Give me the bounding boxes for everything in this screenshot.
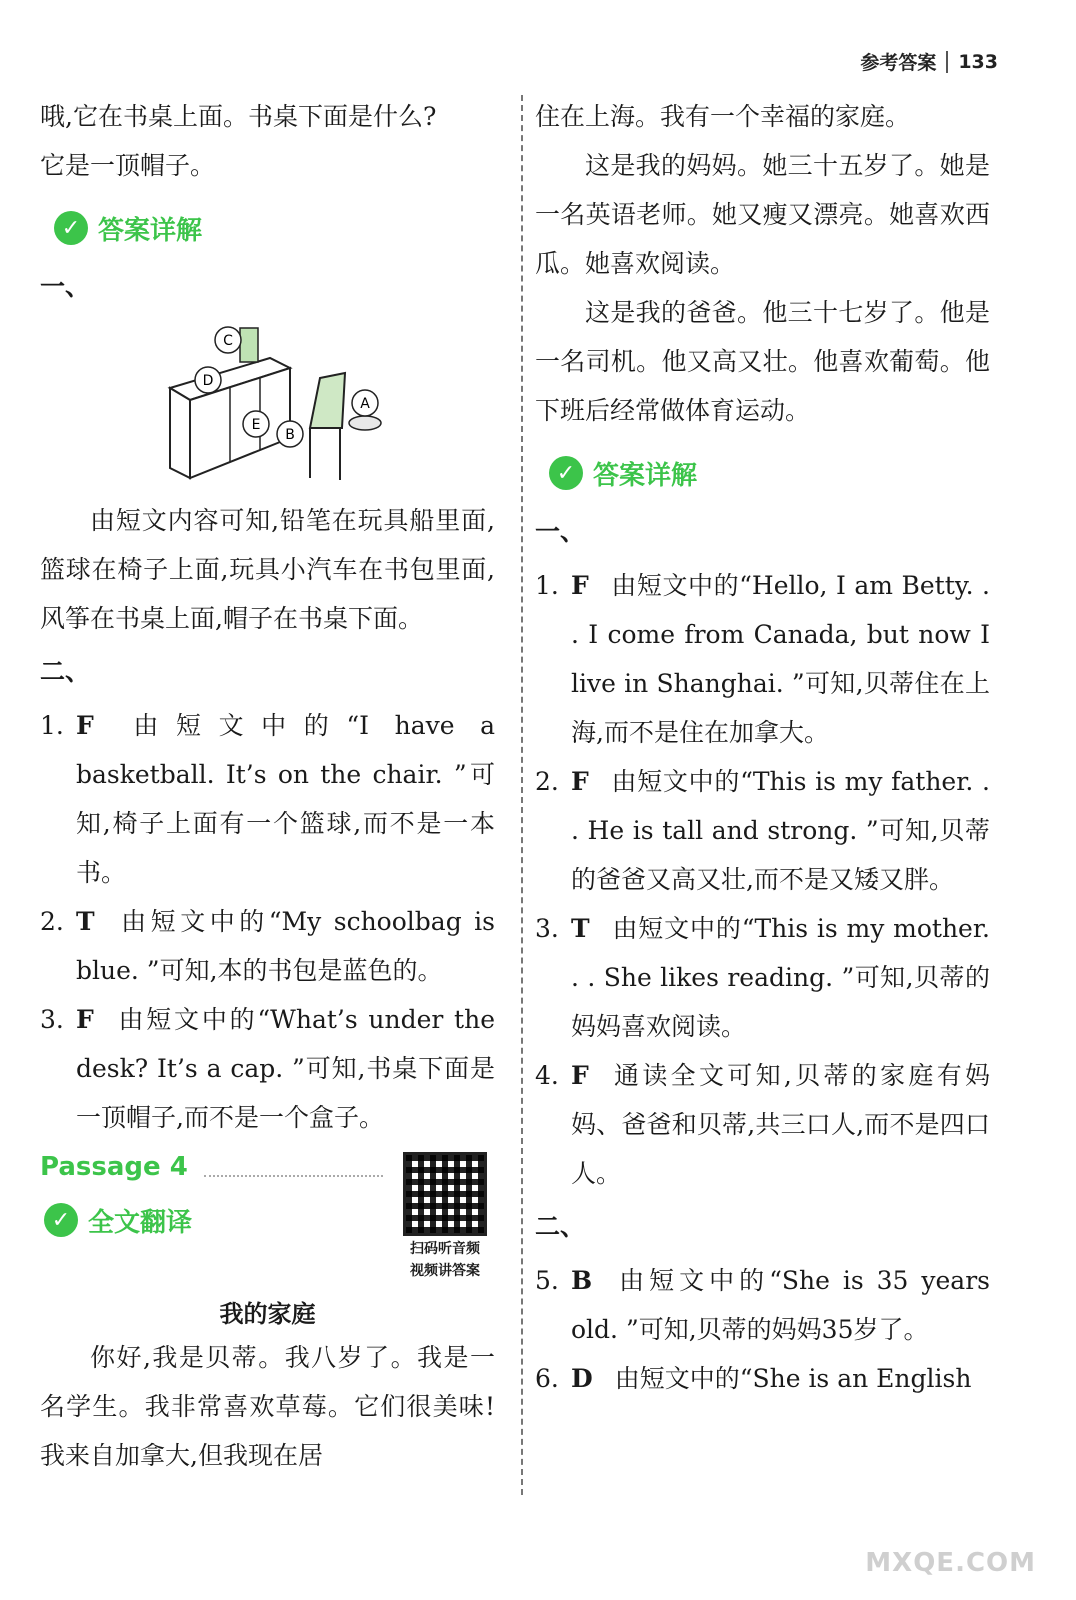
answer-item xyxy=(535,561,990,757)
item-mark: T xyxy=(571,914,590,943)
qr-code-icon[interactable] xyxy=(403,1152,487,1236)
item-text: 由短文中的“This is my mother. . . She likes reading. ”可知,贝蒂的妈妈喜欢阅读。 xyxy=(571,914,990,1041)
answers-badge-left xyxy=(54,206,495,250)
item-mark: T xyxy=(76,907,95,936)
part1-explanation: 由短文内容可知,铅笔在玩具船里面,篮球在椅子上面,玩具小汽车在书包里面,风筝在书桌上面,帽子在书桌下面。 xyxy=(40,506,495,633)
item-text: 通读全文可知,贝蒂的家庭有妈妈、爸爸和贝蒂,共三口人,而不是四口人。 xyxy=(571,1061,990,1188)
check-icon: ✓ xyxy=(549,456,583,490)
item-text: 由短文中的“Hello, I am Betty. . . I come from Canada, but now I live in Shanghai. ”可知,贝蒂住在上海,而不是住在加拿大。 xyxy=(571,571,990,747)
translation-badge-label: 全文翻译 xyxy=(88,1207,193,1238)
left-top-line-2: 它是一顶帽子。 xyxy=(40,151,216,180)
watermark: MXQE.COM xyxy=(865,1548,1036,1578)
label-c: C xyxy=(223,333,233,349)
part2-label-left: 二、 xyxy=(40,657,91,686)
story-title: 我的家庭 xyxy=(219,1300,316,1328)
item-number: 4. xyxy=(535,1061,559,1090)
story-dad-paragraph: 这是我的爸爸。他三十七岁了。他是一名司机。他又高又壮。他喜欢葡萄。他下班后经常做体育运动。 xyxy=(535,298,990,425)
desk-illustration xyxy=(160,318,495,492)
item-number: 3. xyxy=(40,1005,64,1034)
item-number: 5. xyxy=(535,1266,559,1295)
dotted-rule xyxy=(204,1157,383,1177)
story-continued: 住在上海。我有一个幸福的家庭。 xyxy=(535,102,911,131)
part1-label-right: 一、 xyxy=(535,517,586,546)
answer-item xyxy=(40,897,495,995)
check-icon: ✓ xyxy=(54,211,88,245)
item-number: 6. xyxy=(535,1364,559,1393)
answers-badge-right xyxy=(549,451,990,495)
page-number: 133 xyxy=(958,50,998,73)
answers-badge-label: 答案详解 xyxy=(593,460,698,491)
answer-item xyxy=(535,904,990,1051)
answer-item xyxy=(535,757,990,904)
passage-header xyxy=(40,1152,495,1280)
label-b: B xyxy=(285,427,295,443)
answer-item xyxy=(535,1256,990,1354)
page-header xyxy=(860,48,998,75)
item-number: 2. xyxy=(535,767,559,796)
item-number: 1. xyxy=(40,711,64,740)
item-mark: F xyxy=(571,767,589,796)
left-column xyxy=(40,92,495,1480)
desk-illustration-svg xyxy=(160,318,390,488)
header-section: 参考答案 xyxy=(860,52,937,74)
item-mark: B xyxy=(571,1266,593,1295)
qr-caption-1: 扫码听音频 xyxy=(410,1241,480,1257)
left-top-line-1: 哦,它在书桌上面。书桌下面是什么? xyxy=(40,102,437,131)
item-number: 1. xyxy=(535,571,559,600)
item-text: 由短文中的“This is my father. . . He is tall and strong. ”可知,贝蒂的爸爸又高又壮,而不是又矮又胖。 xyxy=(571,767,990,894)
right-column xyxy=(535,92,990,1403)
passage-title: Passage 4 xyxy=(40,1152,188,1182)
item-mark: D xyxy=(571,1364,593,1393)
column-divider xyxy=(521,95,523,1495)
translation-badge xyxy=(44,1198,395,1242)
item-mark: F xyxy=(76,711,94,740)
part2-label-right: 二、 xyxy=(535,1212,586,1241)
story-mom-paragraph: 这是我的妈妈。她三十五岁了。她是一名英语老师。她又瘦又漂亮。她喜欢西瓜。她喜欢阅读。 xyxy=(535,151,990,278)
story-text: 你好,我是贝蒂。我八岁了。我是一名学生。我非常喜欢草莓。它们很美味!我来自加拿大,但我现在居 xyxy=(40,1343,495,1470)
item-mark: F xyxy=(76,1005,94,1034)
qr-caption-2: 视频讲答案 xyxy=(410,1263,480,1279)
check-icon: ✓ xyxy=(44,1203,78,1237)
label-a: A xyxy=(360,396,370,412)
item-text: 由短文中的“She is an English xyxy=(614,1364,972,1393)
label-e: E xyxy=(251,417,261,433)
item-text: 由短文中的“I have a basketball. It’s on the chair. ”可知,椅子上面有一个篮球,而不是一本书。 xyxy=(76,711,495,887)
answer-item xyxy=(40,701,495,897)
item-number: 3. xyxy=(535,914,559,943)
item-mark: F xyxy=(571,1061,589,1090)
part1-label-left: 一、 xyxy=(40,272,91,301)
item-mark: F xyxy=(571,571,589,600)
answers-badge-label: 答案详解 xyxy=(98,215,203,246)
qr-block[interactable] xyxy=(395,1152,495,1280)
item-text: 由短文中的“What’s under the desk? It’s a cap. ”可知,书桌下面是一顶帽子,而不是一个盒子。 xyxy=(76,1005,495,1132)
answer-item xyxy=(535,1051,990,1198)
item-text: 由短文中的“My schoolbag is blue. ”可知,本的书包是蓝色的。 xyxy=(76,907,495,985)
answer-item xyxy=(535,1354,990,1403)
label-d: D xyxy=(202,373,214,389)
item-text: 由短文中的“She is 35 years old. ”可知,贝蒂的妈妈35岁了。 xyxy=(571,1266,990,1344)
answer-item xyxy=(40,995,495,1142)
header-separator xyxy=(946,51,948,73)
item-number: 2. xyxy=(40,907,64,936)
